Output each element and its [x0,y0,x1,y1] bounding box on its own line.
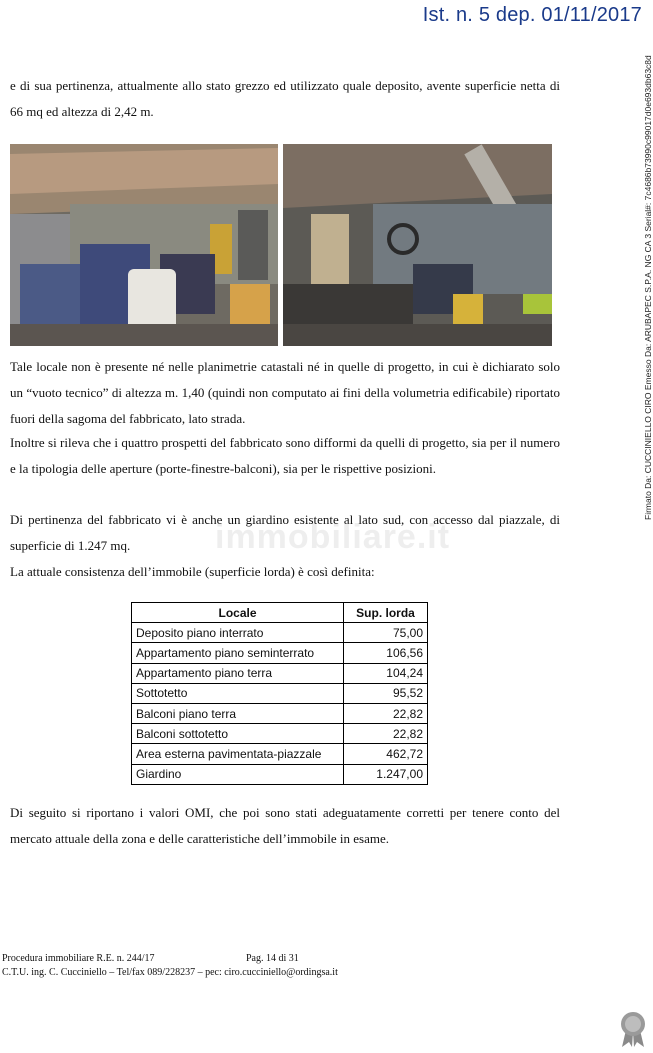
area-cell: 106,56 [344,643,428,663]
consistency-table [131,602,428,785]
table-header-row [132,603,428,623]
table-row [132,724,428,744]
paragraph-omi: Di seguito si riportano i valori OMI, che poi sono stati adeguatamente corretti per tenere conto del mercato attuale della zona e delle caratteristiche dell’immobile in esame. [10,805,560,846]
table-row [132,643,428,663]
digital-signature-text: Firmato Da: CUCCINIELLO CIRO Emesso Da: ARUBAPEC S.P.A. NG CA 3 Serial#: 7c4686b73990c99017d0e693db63c8d [643,55,653,520]
photo-storage-room-right [283,144,552,346]
footer-contact: C.T.U. ing. C. Cucciniello – Tel/fax 089/228237 – pec: ciro.cucciniello@ordingsa.it [2,967,338,978]
paragraph-intro: e di sua pertinenza, attualmente allo stato grezzo ed utilizzato quale deposito, avente superficie netta di 66 mq ed altezza di 2,42 m. [10,78,560,119]
area-cell: 1.247,00 [344,764,428,784]
photo-storage-room-left [10,144,278,346]
locale-cell: Appartamento piano terra [132,663,344,683]
area-cell: 95,52 [344,683,428,703]
locale-cell: Balconi piano terra [132,703,344,723]
locale-cell: Sottotetto [132,683,344,703]
table-row [132,744,428,764]
column-header-sup-lorda: Sup. lorda [344,603,428,623]
paragraph-consistency-intro: La attuale consistenza dell’immobile (superficie lorda) è così definita: [10,564,375,579]
footer-page-number: Pag. 14 di 31 [246,953,299,964]
footer-procedure: Procedura immobiliare R.E. n. 244/17 [2,953,155,964]
table-row [132,703,428,723]
table-row [132,623,428,643]
paragraph-facades: Inoltre si rileva che i quattro prospetti del fabbricato sono difformi da quelli di progetto, sia per il numero e la tipologia delle aperture (porte-finestre-balconi), sia per le rispettive posizioni. [10,435,560,476]
locale-cell: Balconi sottotetto [132,724,344,744]
locale-cell: Appartamento piano seminterrato [132,643,344,663]
area-cell: 22,82 [344,724,428,744]
area-cell: 22,82 [344,703,428,723]
area-cell: 75,00 [344,623,428,643]
locale-cell: Area esterna pavimentata-piazzale [132,744,344,764]
document-header: Ist. n. 5 dep. 01/11/2017 [422,4,642,26]
locale-cell: Deposito piano interrato [132,623,344,643]
locale-cell: Giardino [132,764,344,784]
area-cell: 104,24 [344,663,428,683]
paragraph-garden: Di pertinenza del fabbricato vi è anche un giardino esistente al lato sud, con accesso dal piazzale, di superficie di 1.247 mq. [10,512,560,553]
table-row [132,683,428,703]
signature-seal-icon [617,1010,649,1048]
area-cell: 462,72 [344,744,428,764]
table-row [132,663,428,683]
paragraph-description: Tale locale non è presente né nelle planimetrie catastali né in quelle di progetto, in cui è dichiarato solo un “vuoto tecnico” di altezza m. 1,40 (quindi non computato ai fini della volumetria edificabile) riportato fuori della sagoma del fabbricato, lato strada. [10,359,560,426]
table-row [132,764,428,784]
column-header-locale: Locale [132,603,344,623]
watermark: immobiliare.it [215,518,451,556]
